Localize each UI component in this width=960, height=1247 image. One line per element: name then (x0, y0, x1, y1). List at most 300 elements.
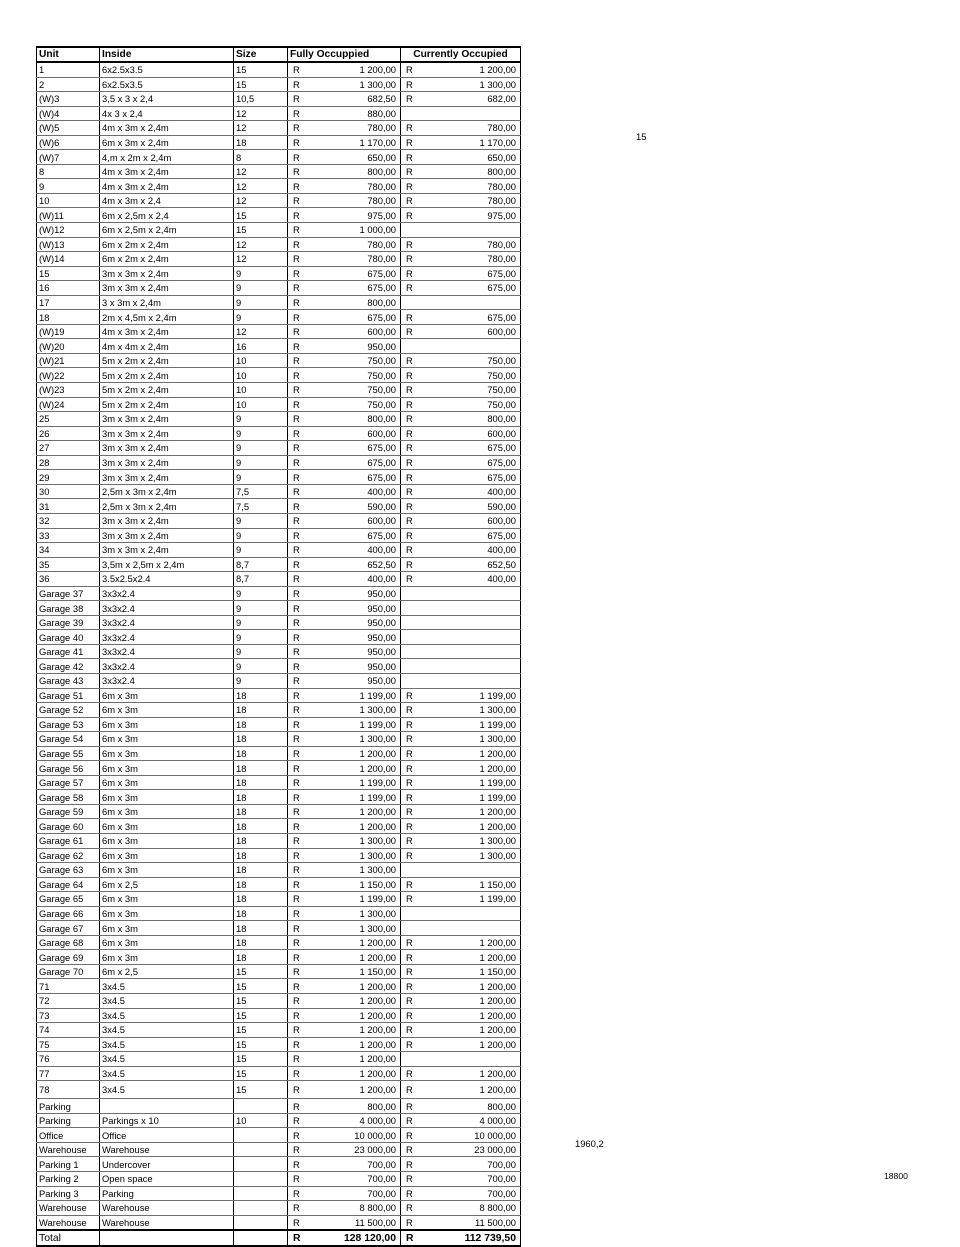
current-value: 750,00 (421, 353, 521, 368)
current-currency: R (401, 281, 421, 296)
inside-cell: 5m x 2m x 2,4m (100, 383, 234, 398)
current-value: 675,00 (421, 310, 521, 325)
inside-cell: 3,5m x 2,5m x 2,4m (100, 557, 234, 572)
size-cell: 9 (234, 644, 288, 659)
unit-cell: (W)22 (37, 368, 100, 383)
size-cell: 9 (234, 426, 288, 441)
fully-value: 675,00 (308, 528, 401, 543)
current-currency: R (401, 557, 421, 572)
inside-cell: 3m x 3m x 2,4m (100, 266, 234, 281)
fully-currency: R (288, 281, 308, 296)
size-cell: 18 (234, 877, 288, 892)
current-value: 750,00 (421, 368, 521, 383)
current-value: 1 200,00 (421, 1081, 521, 1099)
current-currency: R (401, 935, 421, 950)
current-value: 1 170,00 (421, 135, 521, 150)
inside-cell: 2,5m x 3m x 2,4m (100, 484, 234, 499)
current-currency (401, 659, 421, 674)
table-row (37, 863, 521, 878)
current-currency: R (401, 1142, 421, 1157)
fully-currency: R (288, 237, 308, 252)
fully-currency: R (288, 484, 308, 499)
fully-value: 750,00 (308, 353, 401, 368)
unit-cell: Parking (37, 1099, 100, 1114)
current-value: 8 800,00 (421, 1201, 521, 1216)
fully-currency: R (288, 557, 308, 572)
fully-value: 1 200,00 (308, 761, 401, 776)
unit-cell: Garage 64 (37, 877, 100, 892)
unit-cell: (W)14 (37, 252, 100, 267)
current-value: 780,00 (421, 252, 521, 267)
unit-cell: (W)13 (37, 237, 100, 252)
current-value (421, 586, 521, 601)
current-currency (401, 921, 421, 936)
fully-value: 1 150,00 (308, 964, 401, 979)
unit-cell: Garage 55 (37, 746, 100, 761)
inside-cell: 3x4.5 (100, 1081, 234, 1099)
size-cell: 18 (234, 819, 288, 834)
fully-currency: R (288, 179, 308, 194)
inside-cell: 2m x 4,5m x 2,4m (100, 310, 234, 325)
unit-cell: 76 (37, 1052, 100, 1067)
fully-value: 1 200,00 (308, 819, 401, 834)
size-cell: 12 (234, 193, 288, 208)
size-cell: 15 (234, 1008, 288, 1023)
table-row (37, 979, 521, 994)
fully-value: 1 199,00 (308, 892, 401, 907)
current-value: 600,00 (421, 513, 521, 528)
inside-cell: 6m x 3m (100, 892, 234, 907)
current-currency: R (401, 266, 421, 281)
table-row (37, 615, 521, 630)
fully-currency: R (288, 208, 308, 223)
current-value (421, 906, 521, 921)
header-size: Size (234, 47, 288, 62)
current-value (421, 601, 521, 616)
fully-currency: R (288, 543, 308, 558)
current-value (421, 106, 521, 121)
fully-currency: R (288, 848, 308, 863)
unit-cell: Garage 56 (37, 761, 100, 776)
table-row (37, 77, 521, 92)
size-cell: 15 (234, 208, 288, 223)
current-currency: R (401, 193, 421, 208)
table-row (37, 557, 521, 572)
fully-value: 11 500,00 (308, 1215, 401, 1230)
current-currency: R (401, 426, 421, 441)
inside-cell: 3 x 3m x 2,4m (100, 295, 234, 310)
unit-cell: 18 (37, 310, 100, 325)
size-cell: 18 (234, 833, 288, 848)
current-value: 800,00 (421, 1099, 521, 1114)
fully-value: 800,00 (308, 295, 401, 310)
inside-cell: 5m x 2m x 2,4m (100, 368, 234, 383)
fully-value: 780,00 (308, 121, 401, 136)
unit-cell: 72 (37, 994, 100, 1009)
unit-cell: 71 (37, 979, 100, 994)
unit-cell: 36 (37, 572, 100, 587)
unit-cell: Garage 65 (37, 892, 100, 907)
unit-cell: Garage 41 (37, 644, 100, 659)
current-value: 1 199,00 (421, 775, 521, 790)
rental-units-table (36, 46, 521, 1247)
table-row (37, 703, 521, 718)
inside-cell: 4m x 3m x 2,4m (100, 179, 234, 194)
inside-cell: 3x4.5 (100, 1052, 234, 1067)
fully-value: 1 199,00 (308, 688, 401, 703)
fully-currency: R (288, 77, 308, 92)
unit-cell: Parking (37, 1113, 100, 1128)
unit-cell: Garage 68 (37, 935, 100, 950)
size-cell: 15 (234, 994, 288, 1009)
current-value: 600,00 (421, 324, 521, 339)
table-row (37, 513, 521, 528)
table-row (37, 586, 521, 601)
fully-currency: R (288, 601, 308, 616)
inside-cell: 3x4.5 (100, 1008, 234, 1023)
side-note-value: 1960,2 (575, 1138, 604, 1149)
inside-cell: 6m x 2m x 2,4m (100, 252, 234, 267)
inside-cell: Open space (100, 1172, 234, 1187)
table-row (37, 935, 521, 950)
table-row (37, 193, 521, 208)
inside-cell: 6m x 3m (100, 761, 234, 776)
inside-cell: 3x4.5 (100, 1023, 234, 1038)
total-fully-currency: R (288, 1230, 308, 1246)
fully-currency: R (288, 426, 308, 441)
inside-cell: 5m x 2m x 2,4m (100, 397, 234, 412)
inside-cell: 3m x 3m x 2,4m (100, 470, 234, 485)
current-value (421, 295, 521, 310)
fully-value: 1 200,00 (308, 950, 401, 965)
fully-value: 675,00 (308, 470, 401, 485)
unit-cell: 77 (37, 1066, 100, 1081)
inside-cell: 4m x 4m x 2,4m (100, 339, 234, 354)
fully-currency: R (288, 1066, 308, 1081)
fully-currency: R (288, 659, 308, 674)
table-row (37, 208, 521, 223)
fully-currency: R (288, 92, 308, 107)
current-value: 4 000,00 (421, 1113, 521, 1128)
current-value (421, 659, 521, 674)
size-cell: 12 (234, 252, 288, 267)
fully-currency: R (288, 62, 308, 77)
fully-value: 880,00 (308, 106, 401, 121)
inside-cell: Parking (100, 1186, 234, 1201)
fully-currency: R (288, 979, 308, 994)
current-currency: R (401, 513, 421, 528)
table-body (37, 62, 521, 1230)
fully-currency: R (288, 790, 308, 805)
fully-currency: R (288, 412, 308, 427)
current-currency: R (401, 746, 421, 761)
current-value: 750,00 (421, 383, 521, 398)
current-currency: R (401, 1128, 421, 1143)
size-cell: 8,7 (234, 557, 288, 572)
fully-value: 800,00 (308, 412, 401, 427)
current-value: 700,00 (421, 1172, 521, 1187)
header-row (37, 47, 521, 62)
unit-cell: 31 (37, 499, 100, 514)
unit-cell: 35 (37, 557, 100, 572)
inside-cell: Warehouse (100, 1215, 234, 1230)
inside-cell: 3m x 3m x 2,4m (100, 528, 234, 543)
table-row (37, 1037, 521, 1052)
size-cell: 15 (234, 62, 288, 77)
fully-value: 750,00 (308, 383, 401, 398)
header-fully-occupied: Fully Occuppied (288, 47, 401, 62)
fully-currency: R (288, 1215, 308, 1230)
table-row (37, 368, 521, 383)
unit-cell: 9 (37, 179, 100, 194)
table-row (37, 383, 521, 398)
current-currency: R (401, 324, 421, 339)
current-currency (401, 586, 421, 601)
table-row (37, 1023, 521, 1038)
inside-cell: 6m x 3m (100, 848, 234, 863)
fully-value: 675,00 (308, 441, 401, 456)
size-cell: 9 (234, 470, 288, 485)
size-cell: 15 (234, 77, 288, 92)
inside-cell: 3m x 3m x 2,4m (100, 513, 234, 528)
inside-cell: 6m x 3m (100, 819, 234, 834)
header-unit: Unit (37, 47, 100, 62)
current-currency: R (401, 775, 421, 790)
table-row (37, 266, 521, 281)
size-cell: 15 (234, 1052, 288, 1067)
current-currency: R (401, 703, 421, 718)
fully-value: 950,00 (308, 339, 401, 354)
table-row (37, 819, 521, 834)
current-currency: R (401, 353, 421, 368)
table-row (37, 892, 521, 907)
header-inside: Inside (100, 47, 234, 62)
table-row (37, 310, 521, 325)
table-row (37, 324, 521, 339)
table-row (37, 179, 521, 194)
inside-cell: 3x3x2.4 (100, 601, 234, 616)
fully-value: 1 300,00 (308, 833, 401, 848)
unit-cell: (W)12 (37, 223, 100, 238)
fully-currency: R (288, 833, 308, 848)
unit-cell: 2 (37, 77, 100, 92)
inside-cell: 3,5 x 3 x 2,4 (100, 92, 234, 107)
table-row (37, 761, 521, 776)
fully-currency: R (288, 499, 308, 514)
current-value (421, 644, 521, 659)
current-currency: R (401, 1215, 421, 1230)
fully-value: 1 300,00 (308, 863, 401, 878)
fully-value: 750,00 (308, 368, 401, 383)
current-value: 1 200,00 (421, 1023, 521, 1038)
size-cell: 9 (234, 513, 288, 528)
inside-cell: 5m x 2m x 2,4m (100, 353, 234, 368)
table-row (37, 1215, 521, 1230)
table-row (37, 921, 521, 936)
size-cell (234, 1157, 288, 1172)
table-row (37, 412, 521, 427)
fully-currency: R (288, 615, 308, 630)
current-value: 1 200,00 (421, 935, 521, 950)
unit-cell: Parking 2 (37, 1172, 100, 1187)
table-row (37, 470, 521, 485)
current-currency: R (401, 92, 421, 107)
current-currency: R (401, 994, 421, 1009)
fully-currency: R (288, 470, 308, 485)
size-cell: 18 (234, 688, 288, 703)
size-cell: 12 (234, 324, 288, 339)
size-cell: 18 (234, 775, 288, 790)
table-row (37, 426, 521, 441)
current-currency: R (401, 455, 421, 470)
table-row (37, 92, 521, 107)
current-value: 1 200,00 (421, 950, 521, 965)
table-row (37, 62, 521, 77)
fully-currency: R (288, 746, 308, 761)
table-row (37, 688, 521, 703)
table-row (37, 746, 521, 761)
size-cell: 18 (234, 950, 288, 965)
fully-currency: R (288, 717, 308, 732)
size-cell: 18 (234, 906, 288, 921)
table-row (37, 1172, 521, 1187)
fully-currency: R (288, 1052, 308, 1067)
current-currency: R (401, 950, 421, 965)
size-cell: 18 (234, 703, 288, 718)
fully-currency: R (288, 1037, 308, 1052)
current-currency: R (401, 688, 421, 703)
size-cell: 9 (234, 528, 288, 543)
fully-currency: R (288, 1099, 308, 1114)
fully-value: 600,00 (308, 513, 401, 528)
table-row (37, 1128, 521, 1143)
current-currency (401, 295, 421, 310)
table-row (37, 441, 521, 456)
current-value (421, 630, 521, 645)
inside-cell: 6m x 3m (100, 921, 234, 936)
inside-cell: Warehouse (100, 1142, 234, 1157)
total-fully-value: 128 120,00 (308, 1230, 401, 1246)
size-cell: 10 (234, 1113, 288, 1128)
inside-cell: 3m x 3m x 2,4m (100, 455, 234, 470)
fully-currency: R (288, 1186, 308, 1201)
size-cell: 18 (234, 732, 288, 747)
table-row (37, 1142, 521, 1157)
current-currency: R (401, 1023, 421, 1038)
table-row (37, 717, 521, 732)
current-currency: R (401, 877, 421, 892)
current-currency (401, 615, 421, 630)
table-row (37, 732, 521, 747)
unit-cell: 1 (37, 62, 100, 77)
current-currency (401, 1052, 421, 1067)
size-cell: 18 (234, 804, 288, 819)
fully-currency: R (288, 935, 308, 950)
current-currency: R (401, 368, 421, 383)
fully-currency: R (288, 1081, 308, 1099)
size-cell (234, 1201, 288, 1216)
unit-cell: Warehouse (37, 1201, 100, 1216)
unit-cell: 29 (37, 470, 100, 485)
fully-currency: R (288, 106, 308, 121)
table-row (37, 1052, 521, 1067)
unit-cell: 15 (37, 266, 100, 281)
fully-value: 400,00 (308, 543, 401, 558)
footer-note: 18800 (884, 1171, 908, 1181)
fully-currency: R (288, 150, 308, 165)
inside-cell: 4m x 3m x 2,4 (100, 193, 234, 208)
size-cell (234, 1215, 288, 1230)
unit-cell: Garage 60 (37, 819, 100, 834)
table-row (37, 455, 521, 470)
inside-cell: 3x4.5 (100, 979, 234, 994)
side-note-count: 15 (636, 131, 647, 142)
fully-currency: R (288, 950, 308, 965)
size-cell (234, 1099, 288, 1114)
current-currency: R (401, 1186, 421, 1201)
fully-value: 1 170,00 (308, 135, 401, 150)
current-value: 682,00 (421, 92, 521, 107)
unit-cell: 33 (37, 528, 100, 543)
current-value: 675,00 (421, 441, 521, 456)
unit-cell: (W)11 (37, 208, 100, 223)
fully-currency: R (288, 397, 308, 412)
current-value: 600,00 (421, 426, 521, 441)
inside-cell: 6m x 3m (100, 950, 234, 965)
table-row (37, 804, 521, 819)
unit-cell: (W)6 (37, 135, 100, 150)
current-currency: R (401, 1172, 421, 1187)
current-value: 700,00 (421, 1186, 521, 1201)
total-inside-cell (100, 1230, 234, 1246)
unit-cell: (W)24 (37, 397, 100, 412)
current-currency: R (401, 441, 421, 456)
fully-currency: R (288, 528, 308, 543)
table-row (37, 601, 521, 616)
current-currency: R (401, 1157, 421, 1172)
size-cell: 9 (234, 630, 288, 645)
size-cell: 18 (234, 892, 288, 907)
inside-cell: 6m x 3m (100, 775, 234, 790)
current-value: 675,00 (421, 455, 521, 470)
fully-currency: R (288, 630, 308, 645)
table-row (37, 397, 521, 412)
inside-cell: 6m x 3m (100, 863, 234, 878)
current-value: 1 200,00 (421, 994, 521, 1009)
unit-cell: Warehouse (37, 1142, 100, 1157)
fully-currency: R (288, 164, 308, 179)
inside-cell: 6x2.5x3.5 (100, 77, 234, 92)
current-currency: R (401, 964, 421, 979)
unit-cell: Parking 1 (37, 1157, 100, 1172)
fully-value: 1 300,00 (308, 703, 401, 718)
inside-cell: 3m x 3m x 2,4m (100, 426, 234, 441)
current-currency: R (401, 237, 421, 252)
table-row (37, 1113, 521, 1128)
fully-value: 1 200,00 (308, 62, 401, 77)
fully-value: 1 300,00 (308, 906, 401, 921)
size-cell: 15 (234, 1066, 288, 1081)
fully-currency: R (288, 877, 308, 892)
size-cell: 9 (234, 455, 288, 470)
current-currency: R (401, 543, 421, 558)
size-cell: 18 (234, 863, 288, 878)
fully-value: 590,00 (308, 499, 401, 514)
current-value: 700,00 (421, 1157, 521, 1172)
fully-currency: R (288, 892, 308, 907)
inside-cell: 3m x 3m x 2,4m (100, 441, 234, 456)
unit-cell: Garage 57 (37, 775, 100, 790)
